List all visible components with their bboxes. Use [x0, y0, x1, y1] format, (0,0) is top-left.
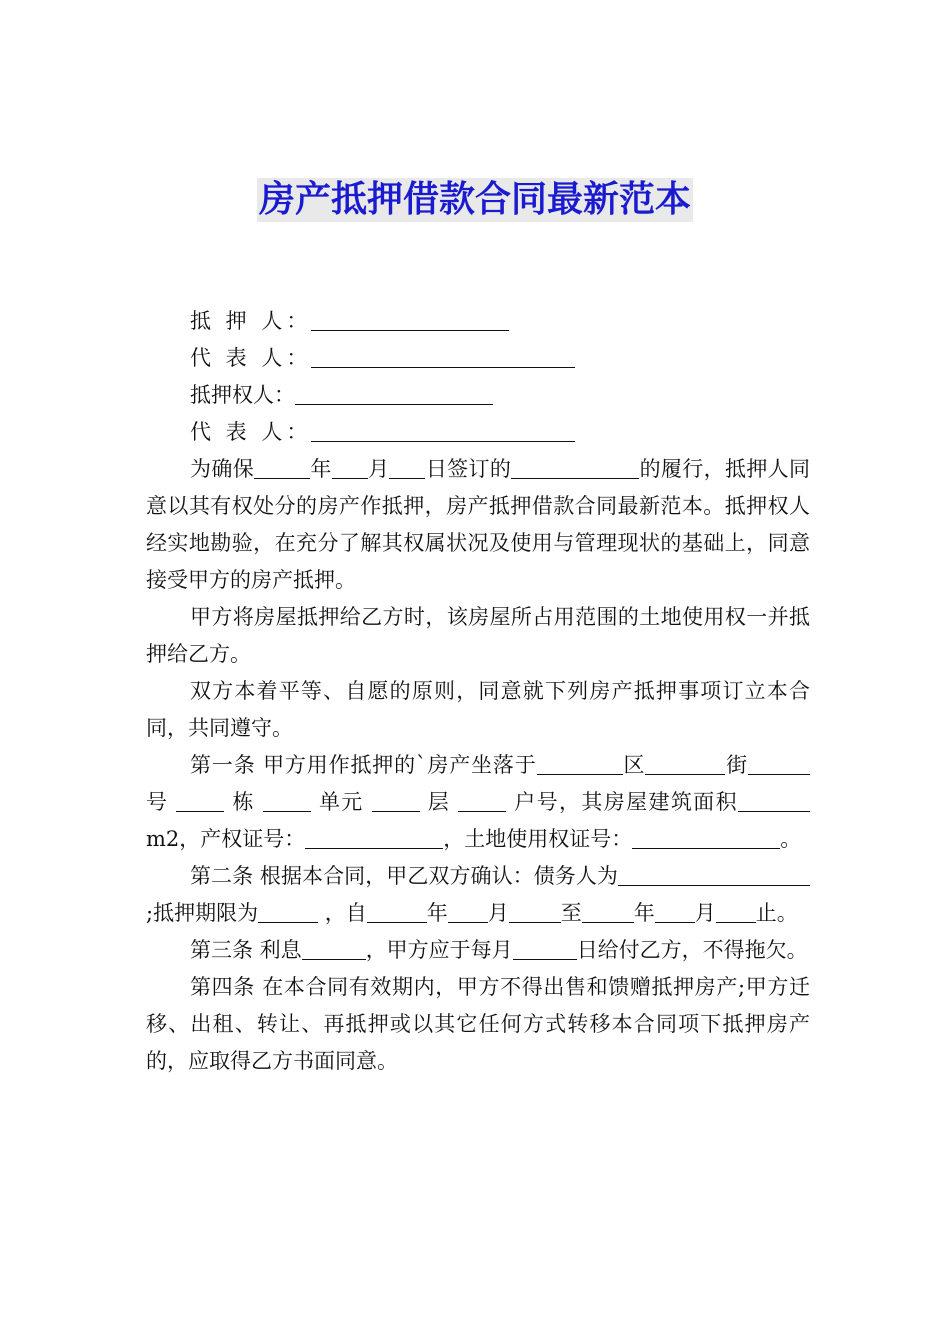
- text: 。: [780, 827, 802, 851]
- blank-line: [632, 828, 686, 849]
- text: 层: [427, 790, 451, 814]
- field-label: 代 表 人：: [190, 346, 312, 370]
- article-3: [146, 932, 810, 969]
- text: 第二条 根据本合同，甲乙双方确认：债务人为: [190, 864, 618, 888]
- blank-line: [748, 754, 800, 775]
- blank-line: [258, 902, 318, 923]
- text: 户号，其房屋建筑面积: [514, 790, 738, 814]
- text: ，甲方应于每月: [365, 938, 513, 962]
- text: ;抵押期限为: [146, 901, 259, 925]
- text: 月: [367, 457, 390, 481]
- text: 月: [487, 901, 509, 925]
- text: 日给付乙方，不得拖欠。: [576, 938, 808, 962]
- blank-line: [305, 828, 443, 849]
- blank-line: [332, 458, 368, 479]
- text: 栋: [232, 790, 255, 814]
- blank-line: [367, 902, 427, 923]
- blank-line: [302, 939, 366, 960]
- article-1: [146, 747, 810, 858]
- paragraph-purpose: [146, 451, 810, 599]
- paragraph-land-use: 甲方将房屋抵押给乙方时，该房屋所占用范围的土地使用权一并抵押给乙方。: [146, 605, 810, 666]
- blank-line: [800, 754, 810, 775]
- blank-line: [389, 458, 425, 479]
- blank-line: [458, 791, 506, 812]
- text: ，土地使用权证号：: [443, 827, 633, 851]
- blank-line: [295, 384, 493, 405]
- blank-line: [254, 458, 310, 479]
- blank-line: [716, 902, 756, 923]
- blank-line: [618, 865, 758, 886]
- blank-line: [509, 902, 561, 923]
- text: 年: [310, 457, 332, 481]
- text: m2，产权证号：: [146, 827, 306, 851]
- text: 街: [725, 753, 748, 777]
- document-title: 房产抵押借款合同最新范本: [258, 179, 691, 220]
- text: 第一条 甲方用作抵押的`房产坐落于: [190, 753, 537, 777]
- text: ，自: [324, 901, 367, 925]
- field-label: 代 表 人：: [190, 420, 312, 444]
- blank-line: [263, 791, 311, 812]
- text: 至: [560, 901, 582, 925]
- text: 的履行，抵押人同意以其有权处分的房产作抵押，房产抵押借款合同最新范本。抵押权人经实地勘验，在充分了解其权属状况及使用与管理现状的基础上，同意接受甲方的房产抵押。: [146, 457, 811, 592]
- blank-line: [582, 902, 634, 923]
- title-wrap: [0, 178, 950, 222]
- text: 年: [633, 901, 655, 925]
- blank-line: [758, 865, 810, 886]
- field-mortgagee-rep: [146, 414, 810, 451]
- blank-line: [311, 310, 509, 331]
- article-4: 第四条 在本合同有效期内，甲方不得出售和馈赠抵押房产;甲方迁移、出租、转让、再抵押或以其它任何方式转移本合同项下抵押房产的，应取得乙方书面同意。: [146, 975, 810, 1073]
- article-2: [146, 858, 810, 932]
- field-mortgagor: [146, 303, 810, 340]
- text: 月: [694, 901, 716, 925]
- blank-line: [655, 902, 695, 923]
- text: 第三条 利息: [190, 938, 302, 962]
- blank-line: [311, 421, 575, 442]
- text: 单元: [318, 790, 364, 814]
- paragraph-principle: 双方本着平等、自愿的原则，同意就下列房产抵押事项订立本合同，共同遵守。: [146, 679, 810, 740]
- blank-line: [311, 347, 575, 368]
- text: 年: [426, 901, 448, 925]
- blank-line: [176, 791, 224, 812]
- blank-line: [686, 828, 780, 849]
- text: 止。: [755, 901, 798, 925]
- text: 号: [146, 790, 169, 814]
- blank-line: [645, 754, 725, 775]
- field-mortgagee: [146, 377, 810, 414]
- text: 日签订的: [425, 457, 512, 481]
- field-label: 抵押权人：: [190, 383, 295, 407]
- blank-line: [738, 791, 810, 812]
- blank-line: [537, 754, 623, 775]
- field-mortgagor-rep: [146, 340, 810, 377]
- text: 区: [622, 753, 646, 777]
- text: 为确保: [190, 457, 255, 481]
- blank-line: [448, 902, 488, 923]
- blank-line: [372, 791, 420, 812]
- field-label: 抵 押 人：: [190, 309, 312, 333]
- blank-line: [511, 458, 639, 479]
- blank-line: [513, 939, 577, 960]
- document-body: [146, 303, 810, 1080]
